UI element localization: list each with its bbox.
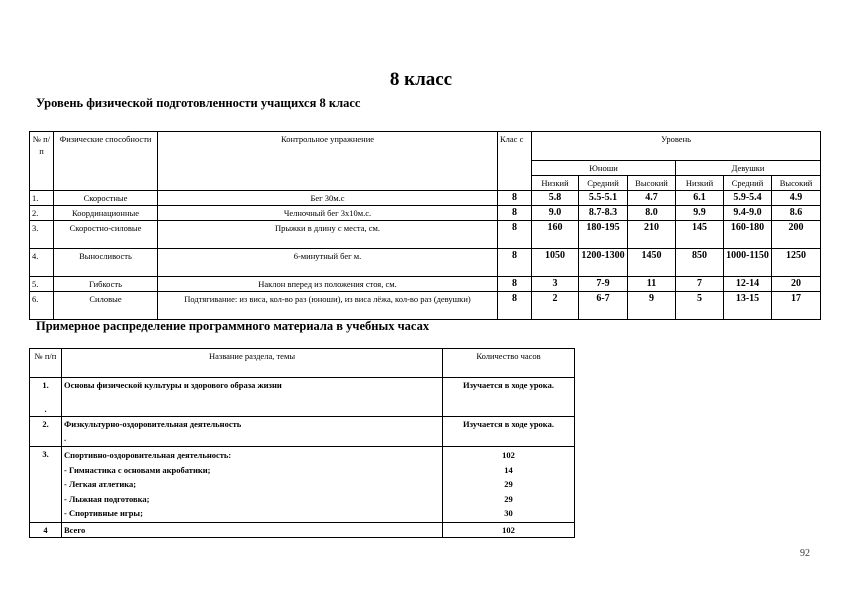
header-name: Название раздела, темы	[62, 349, 443, 378]
row-boys-mid: 180-195	[579, 221, 628, 249]
row-exercise: Бег 30м.с	[158, 191, 498, 206]
list-item: - Лыжная подготовка;	[64, 493, 150, 504]
header-exercise: Контрольное упражнение	[158, 132, 498, 191]
row-class: 8	[498, 292, 532, 320]
header-girls-low: Низкий	[676, 176, 724, 191]
row-name: Основы физической культуры и здорового образа жизни	[62, 378, 443, 417]
row-class: 8	[498, 191, 532, 206]
header-girls-high: Высокий	[772, 176, 821, 191]
row-num: 3.	[30, 447, 62, 523]
row-num	[30, 378, 62, 417]
row-girls-low: 850	[676, 249, 724, 277]
table-row	[30, 206, 821, 221]
row-girls-mid: 13-15	[724, 292, 772, 320]
row-boys-high: 1450	[628, 249, 676, 277]
table-row	[30, 417, 575, 447]
row-exercise: Челночный бег 3х10м.с.	[158, 206, 498, 221]
row-class: 8	[498, 206, 532, 221]
row-boys-mid: 5.5-5.1	[579, 191, 628, 206]
row-exercise: Наклон вперед из положения стоя, см.	[158, 277, 498, 292]
row-class: 8	[498, 221, 532, 249]
table-row	[30, 191, 821, 206]
row-name	[62, 417, 443, 447]
row-name-text: Физкультурно-оздоровительная деятельность	[64, 419, 242, 429]
header-num: № п/п	[30, 349, 62, 378]
header-boys-low: Низкий	[532, 176, 579, 191]
row-num-value: 1.	[42, 380, 49, 390]
row-hours: Изучается в ходе урока.	[443, 417, 575, 447]
row-boys-mid: 8.7-8.3	[579, 206, 628, 221]
row-num-value: 2.	[42, 419, 49, 429]
row-num: 3.	[30, 221, 54, 249]
row-name-dot: .	[64, 433, 67, 443]
row-class: 8	[498, 249, 532, 277]
list-item: Спортивно-оздоровительная деятельность:	[64, 450, 232, 460]
row-boys-low: 3	[532, 277, 579, 292]
row-boys-high: 9	[628, 292, 676, 320]
row-ability: Координационные	[54, 206, 158, 221]
header-boys-mid: Средний	[579, 176, 628, 191]
row-boys-low: 160	[532, 221, 579, 249]
table-row	[30, 292, 821, 320]
row-exercise: Прыжки в длину с места, см.	[158, 221, 498, 249]
row-boys-mid: 7-9	[579, 277, 628, 292]
list-item: 30	[504, 508, 513, 518]
row-girls-low: 9.9	[676, 206, 724, 221]
row-name: Всего	[62, 522, 443, 537]
list-item: 102	[502, 450, 515, 460]
row-boys-low: 2	[532, 292, 579, 320]
row-boys-high: 11	[628, 277, 676, 292]
row-num: 6.	[30, 292, 54, 320]
row-girls-mid: 5.9-5.4	[724, 191, 772, 206]
row-ability: Силовые	[54, 292, 158, 320]
row-girls-high: 1250	[772, 249, 821, 277]
row-boys-low: 5.8	[532, 191, 579, 206]
row-boys-low: 9.0	[532, 206, 579, 221]
header-hours: Количество часов	[443, 349, 575, 378]
header-class: Клас с	[498, 132, 532, 191]
row-boys-high: 4.7	[628, 191, 676, 206]
page-title: 8 класс	[389, 69, 453, 90]
header-ability: Физические способности	[54, 132, 158, 191]
page-number: 92	[800, 548, 810, 559]
row-num: 4	[30, 522, 62, 537]
row-boys-high: 8.0	[628, 206, 676, 221]
row-girls-high: 17	[772, 292, 821, 320]
table-row	[30, 447, 575, 523]
list-item: 14	[504, 464, 513, 475]
row-ability: Гибкость	[54, 277, 158, 292]
row-num: 4.	[30, 249, 54, 277]
row-girls-high: 200	[772, 221, 821, 249]
row-num: 1.	[30, 191, 54, 206]
row-girls-high: 20	[772, 277, 821, 292]
row-ability: Выносливость	[54, 249, 158, 277]
list-item: - Спортивные игры;	[64, 508, 143, 518]
row-num-dot: .	[44, 404, 47, 414]
row-num: 5.	[30, 277, 54, 292]
row-hours: 102	[443, 522, 575, 537]
row-girls-high: 4.9	[772, 191, 821, 206]
section-title-distribution: Примерное распределение программного материала в учебных часах	[36, 319, 430, 333]
row-girls-low: 145	[676, 221, 724, 249]
row-boys-low: 1050	[532, 249, 579, 277]
row-name-list	[62, 447, 443, 523]
row-girls-low: 7	[676, 277, 724, 292]
table-row	[30, 221, 821, 249]
row-hours-list	[443, 447, 575, 523]
row-class: 8	[498, 277, 532, 292]
row-exercise: 6-минутный бег м.	[158, 249, 498, 277]
row-ability: Скоростные	[54, 191, 158, 206]
table-row	[30, 277, 821, 292]
table-row	[30, 378, 575, 417]
table-row-total	[30, 522, 575, 537]
fitness-level-table	[29, 131, 821, 320]
header-level: Уровень	[532, 132, 821, 161]
list-item: - Легкая атлетика;	[64, 479, 137, 489]
row-girls-mid: 9.4-9.0	[724, 206, 772, 221]
hours-distribution-table	[29, 348, 575, 538]
header-girls: Девушки	[676, 161, 821, 176]
header-num: № п/п	[30, 132, 54, 191]
row-exercise: Подтягивание: из виса, кол-во раз (юноши), из виса лёжа, кол-во раз (девушки)	[158, 292, 498, 320]
row-girls-mid: 160-180	[724, 221, 772, 249]
row-girls-high: 8.6	[772, 206, 821, 221]
row-girls-low: 6.1	[676, 191, 724, 206]
row-girls-low: 5	[676, 292, 724, 320]
list-item: 29	[504, 479, 513, 489]
section-title-fitness-level: Уровень физической подготовленности учащихся 8 класс	[36, 96, 361, 110]
row-ability: Скоростно-силовые	[54, 221, 158, 249]
row-girls-mid: 1000-1150	[724, 249, 772, 277]
row-boys-mid: 6-7	[579, 292, 628, 320]
row-boys-high: 210	[628, 221, 676, 249]
header-girls-mid: Средний	[724, 176, 772, 191]
row-num: 2.	[30, 206, 54, 221]
header-boys-high: Высокий	[628, 176, 676, 191]
row-num	[30, 417, 62, 447]
header-boys: Юноши	[532, 161, 676, 176]
row-boys-mid: 1200-1300	[579, 249, 628, 277]
row-girls-mid: 12-14	[724, 277, 772, 292]
list-item: 29	[504, 493, 513, 504]
row-hours: Изучается в ходе урока.	[443, 378, 575, 417]
list-item: - Гимнастика с основами акробатики;	[64, 464, 211, 475]
table-row	[30, 249, 821, 277]
